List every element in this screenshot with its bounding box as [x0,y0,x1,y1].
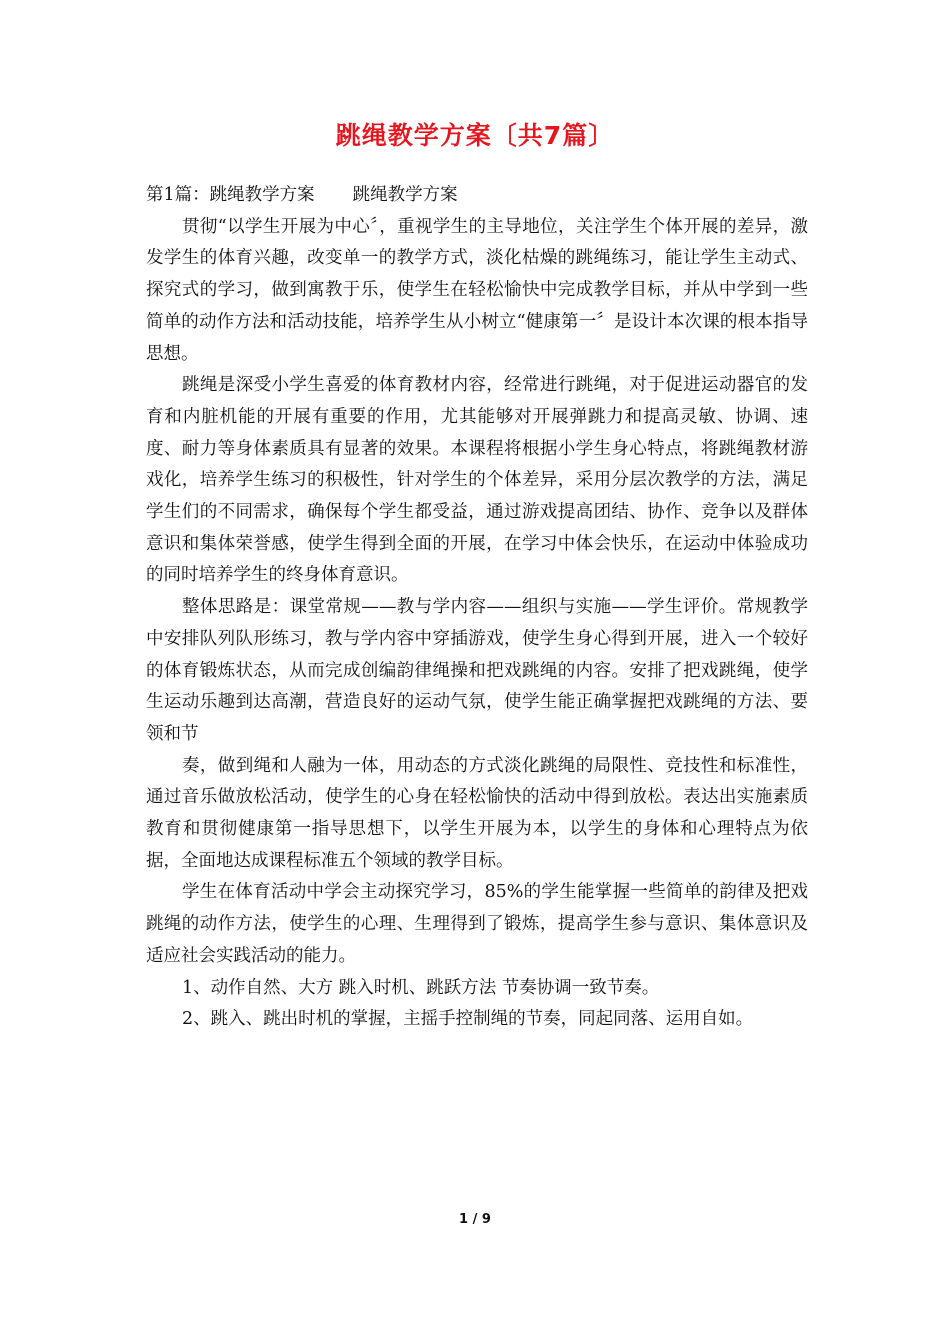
paragraph: 跳绳是深受小学生喜爱的体育教材内容，经常进行跳绳，对于促进运动器官的发育和内脏机能的开展有重要的作用，尤其能够对开展弹跳力和提高灵敏、协调、速度、耐力等身体素质具有显著的效果。本课程将根据小学生身心特点，将跳绳教材游戏化，培养学生练习的积极性，针对学生的个体差异，采用分层次教学的方法，满足学生们的不同需求，确保每个学生都受益，通过游戏提高团结、协作、竞争以及群体意识和集体荣誉感，使学生得到全面的开展，在学习中体会快乐，在运动中体验成功的同时培养学生的终身体育意识。 [146,375,808,586]
list-item: 1、动作自然、大方 跳入时机、跳跃方法 节奏协调一致节奏。 [182,977,660,998]
page-indicator: 1 / 9 [459,1212,491,1227]
document-body [146,180,808,1036]
paragraph: 学生在体育活动中学会主动探究学习，85%的学生能掌握一些简单的韵律及把戏跳绳的动作方法，使学生的心理、生理得到了锻炼，提高学生参与意识、集体意识及适应社会实践活动的能力。 [146,882,808,966]
document-title: 跳绳教学方案〔共7篇〕 [335,121,615,150]
paragraph: 奏，做到绳和人融为一体，用动态的方式淡化跳绳的局限性、竞技性和标准性，通过音乐做放松活动，使学生的心身在轻松愉快的活动中得到放松。表达出实施素质教育和贯彻健康第一指导思想下，以学生开展为本，以学生的身体和心理特点为依据，全面地达成课程标准五个领域的教学目标。 [146,755,808,871]
paragraph: 贯彻“以学生开展为中心〞，重视学生的主导地位，关注学生个体开展的差异，激发学生的体育兴趣，改变单一的教学方式，淡化枯燥的跳绳练习，能让学生主动式、探究式的学习，做到寓教于乐，使学生在轻松愉快中完成教学目标，并从中学到一些简单的动作方法和活动技能，培养学生从小树立“健康第一〞是设计本次课的根本指导思想。 [146,216,808,364]
section-subtitle: 跳绳教学方案 [352,185,458,205]
list-item: 2、跳入、跳出时机的掌握，主摇手控制绳的节奏，同起同落、运用自如。 [182,1009,754,1030]
section-heading [146,180,808,212]
paragraph: 整体思路是：课堂常规——教与学内容——组织与实施——学生评价。常规教学中安排队列队形练习，教与学内容中穿插游戏，使学生身心得到开展，进入一个较好的体育锻炼状态，从而完成创编韵律绳操和把戏跳绳的内容。安排了把戏跳绳，使学生运动乐趣到达高潮，营造良好的运动气氛，使学生能正确掌握把戏跳绳的方法、要领和节 [146,597,808,744]
section-label: 第1篇：跳绳教学方案 [146,185,315,205]
